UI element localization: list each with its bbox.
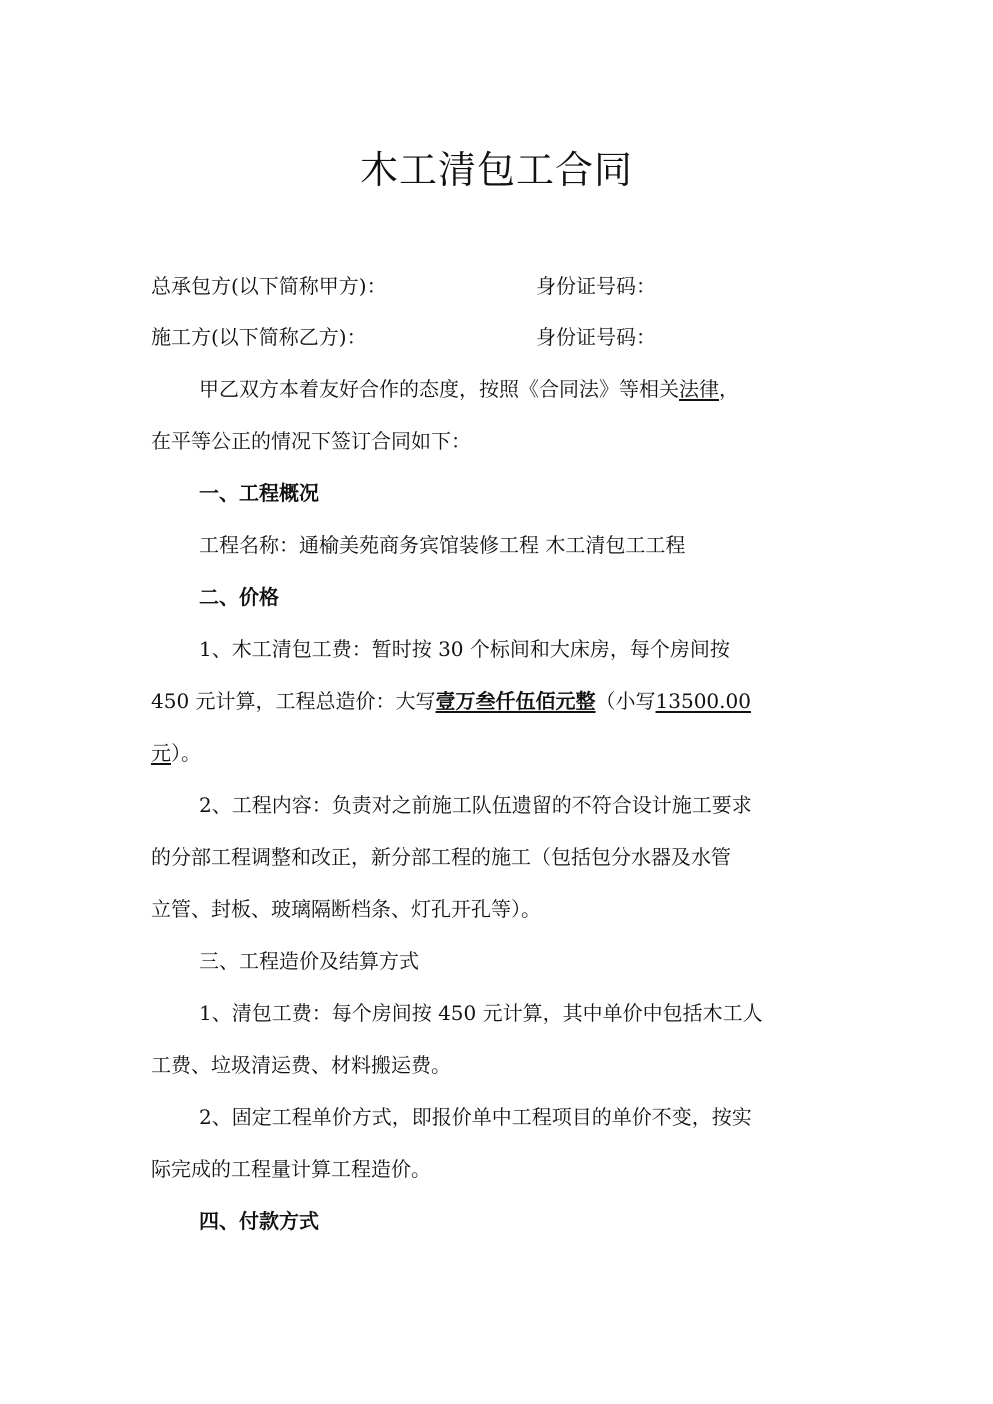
intro-line-1 — [199, 374, 739, 404]
party-a-label: 总承包方(以下简称甲方)： — [151, 274, 387, 298]
price-paragraph-line-1: 1、木工清包工费：暂时按 30 个标间和大床房，每个房间按 — [199, 637, 730, 661]
settlement-paragraph-2-line-2: 际完成的工程量计算工程造价。 — [151, 1157, 431, 1181]
party-b-id-label: 身份证号码： — [536, 325, 656, 349]
page-title: 木工清包工合同 — [359, 148, 633, 192]
price-amount-words: 壹万叁仟伍佰元整 — [435, 689, 596, 713]
scope-paragraph-line-2: 的分部工程调整和改正，新分部工程的施工（包括包分水器及水管 — [151, 845, 731, 869]
law-link[interactable]: 法律 — [679, 377, 719, 401]
price-amount-number: 13500.00 — [655, 689, 751, 713]
party-a-id-label: 身份证号码： — [536, 274, 656, 298]
section-2-heading: 二、价格 — [199, 585, 279, 609]
scope-paragraph-line-3: 立管、封板、玻璃隔断档条、灯孔开孔等）。 — [151, 897, 541, 921]
scope-paragraph-line-1: 2、工程内容：负责对之前施工队伍遗留的不符合设计施工要求 — [199, 793, 752, 817]
price-text: 450 元计算，工程总造价：大写 — [151, 689, 436, 713]
price-close: ）。 — [171, 741, 201, 765]
price-paren: （小写 — [595, 689, 656, 713]
party-b-label: 施工方(以下简称乙方)： — [151, 325, 367, 349]
price-paragraph-line-2 — [151, 686, 751, 716]
intro-comma: ， — [719, 377, 739, 401]
settlement-paragraph-1-line-1: 1、清包工费：每个房间按 450 元计算，其中单价中包括木工人 — [199, 1001, 763, 1025]
settlement-paragraph-1-line-2: 工费、垃圾清运费、材料搬运费。 — [151, 1053, 451, 1077]
price-unit: 元 — [151, 741, 171, 765]
section-3-heading: 三、工程造价及结算方式 — [199, 949, 419, 973]
price-paragraph-line-3 — [151, 738, 201, 768]
intro-text: 甲乙双方本着友好合作的态度，按照《合同法》等相关 — [199, 377, 679, 401]
intro-line-2: 在平等公正的情况下签订合同如下： — [151, 429, 471, 453]
section-1-heading: 一、工程概况 — [199, 481, 319, 505]
settlement-paragraph-2-line-1: 2、固定工程单价方式，即报价单中工程项目的单价不变，按实 — [199, 1105, 752, 1129]
project-name: 工程名称：通榆美苑商务宾馆装修工程 木工清包工工程 — [199, 533, 686, 557]
section-4-heading: 四、付款方式 — [199, 1209, 319, 1233]
